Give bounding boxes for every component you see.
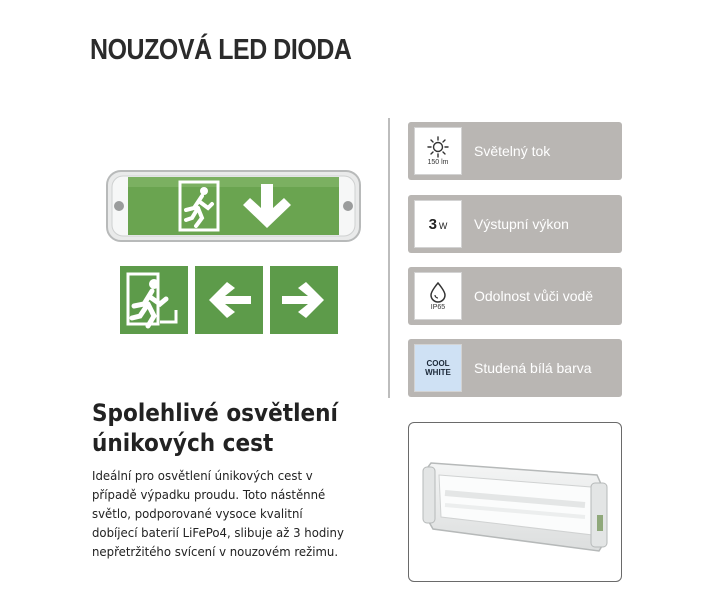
arrow-left-icon (195, 266, 263, 334)
feature-label: Studená bílá barva (474, 360, 592, 376)
feature-luminous-flux (408, 122, 622, 180)
vertical-divider (388, 118, 390, 398)
emergency-light-image (409, 423, 622, 582)
watt-icon (429, 216, 448, 233)
output-power-icon-box (414, 200, 462, 248)
power-unit: W (438, 220, 448, 231)
desc-line: dobíjecí baterií LiFePo4, slibuje až 3 hodiny (92, 525, 344, 540)
heading-line: Spolehlivé osvětlení (92, 399, 338, 427)
feature-color-temperature (408, 339, 622, 397)
sun-icon (427, 136, 449, 158)
cool-label: COOL (426, 359, 450, 368)
desc-line: Ideální pro osvětlení únikových cest v (92, 468, 313, 483)
heading-line: únikových cest (92, 429, 274, 457)
page-title: NOUZOVÁ LED DIODA (90, 34, 352, 66)
luminous-flux-value: 150 lm (427, 159, 449, 166)
section-heading (92, 398, 353, 458)
feature-label: Výstupní výkon (474, 216, 569, 232)
feature-water-resistance (408, 267, 622, 325)
white-label: WHITE (425, 368, 451, 377)
ip-rating: IP65 (430, 304, 446, 311)
pictogram-signs (120, 266, 338, 334)
exit-sign (120, 266, 188, 334)
desc-line: světlo, podporované vysoce kvalitní (92, 506, 303, 521)
arrow-right-sign (270, 266, 338, 334)
luminous-flux-icon-box (414, 127, 462, 175)
product-photo (408, 422, 622, 582)
arrow-left-sign (195, 266, 263, 334)
feature-output-power (408, 195, 622, 253)
desc-line: případě výpadku proudu. Toto nástěnné (92, 487, 326, 502)
water-drop-icon (429, 281, 447, 303)
water-resistance-icon-box (414, 272, 462, 320)
arrow-right-icon (270, 266, 338, 334)
feature-label: Světelný tok (474, 143, 551, 159)
feature-label: Odolnost vůči vodě (474, 288, 594, 304)
color-temperature-icon (414, 344, 462, 392)
running-man-icon (120, 266, 188, 334)
section-description (92, 466, 371, 561)
exit-light-image (106, 168, 361, 244)
power-value: 3 (428, 215, 437, 233)
desc-line: nepřetržitého svícení v nouzovém režimu. (92, 544, 339, 559)
